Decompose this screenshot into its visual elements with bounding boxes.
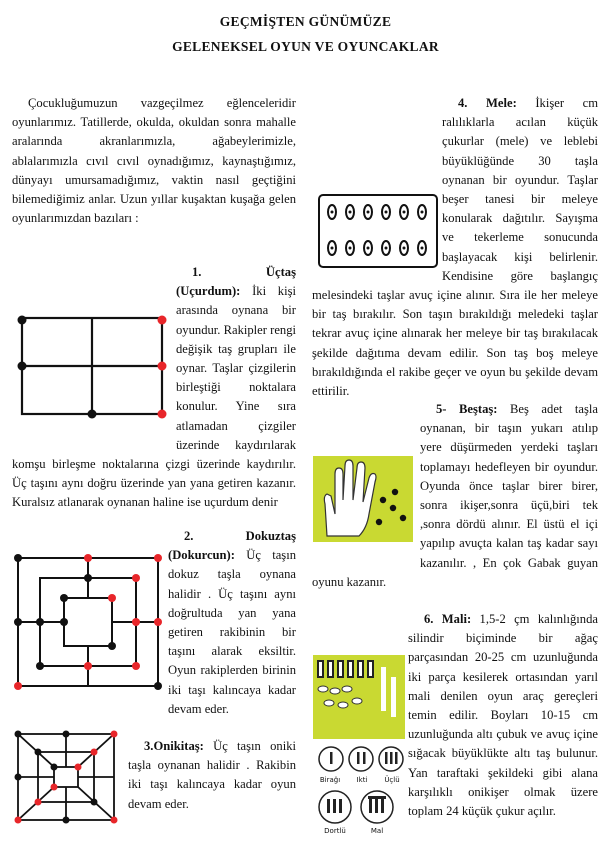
game6-paragraph: [312, 610, 598, 860]
game2-heading: 2. Dokuztaş (Dokurcun):: [168, 529, 296, 563]
page-subtitle: GELENEKSEL OYUN VE OYUNCAKLAR: [172, 39, 439, 54]
game3-paragraph: [128, 737, 296, 814]
game1-text: İki kişi arasında oynana bir oyundur. Rakipler rengi değişik taş grupları ile oynar. Taşlar çizgilerin birleştiği noktalara konulur. Yine sıra atlamadan çizgiler üzerinde kaydırılarak komşu birleşme noktalarına çizgi üzerinde kaydırılır. Üç taşını aynı doğru üzerinde yan yana getiren kazanır. Kuralsız atlanarak oynanan haline ise uçurdum denir: [12, 284, 296, 510]
intro-paragraph: Çocukluğumuzun vazgeçilmez eğlenceleridir oyunlarımız. Tatillerde, okulda, okuldan sonra mahalle aralarında akranlarımızla, ağabeylerimizle, ablalarımızla cıvıl cıvıl oynadığımız, kaynaştığımız, dünyayı umursamadığımız, vaktin nasıl geçtiğini bilemediğimiz anlar. Uzun yıllar kuşaktan kuşağa gelen oyunlarımızdan bazıları :: [12, 96, 296, 226]
game3-text: Üç taşın oniki taşla oynanan halidir . Rakibin iki taşı kalıncaya kadar oyun devam eder.: [128, 739, 296, 811]
mali-label-3: Üçlü: [384, 776, 400, 784]
mali-label-4: Dortlü: [324, 827, 346, 835]
onikitas-board-figure: [14, 730, 118, 829]
game6-heading: 6. Mali:: [424, 612, 472, 626]
game5-text: Beş adet taşla oynanan, bir taşın yukarı atılıp yere düşürmeden yerdeki taşları toplamayı hedefleyen bir oyundur. Oyunda önce taşlar birer birer, sonra ikişer,sonra üçü,biri tek ,sonra dördü alınır. El üstü el içi yapılıp avuçta kalan taş kadar sayı kazanılır. , En çok Gabak guyan oyunu kazanır.: [312, 402, 599, 589]
mali-label-2: Ikti: [356, 776, 368, 784]
game2-text-block: [12, 527, 296, 719]
mali-label-1: Birağı: [319, 776, 341, 784]
game2-text: Üç taşın dokuz taşla oynana halidir . Üç taşını aynı doğrultuda yan yana getiren rakibinin bir taşını alarak eksiltir. Oyun rakiplerden birinin iki taşı kalıncaya kadar devam eder.: [168, 548, 296, 716]
game1-paragraph: [12, 263, 296, 513]
game4-paragraph: [312, 94, 598, 401]
mali-label-5: Mal: [370, 827, 384, 835]
game5-heading: 5- Beştaş:: [436, 402, 498, 416]
game3-heading: 3.Onikitaş:: [144, 739, 204, 753]
game6-text: 1,5-2 çm kalınlığında silindir biçiminde bir ağaç parçasından 20-25 cm uzunluğunda iki parça kesilerek ortasından yarıl mali denilen oyun araç gereçleri temin edilir. Boyları 10-15 cm uzunluğunda altı çubuk ve avuç içine sığacak büyüklükte altı taş bulunur. Yan taraftaki şekildeki gibi alana karşılıklı onikişer olmak üzere toplam 24 küçük çukur açılır.: [408, 612, 598, 819]
game5-paragraph: [312, 400, 598, 592]
game1-heading: 1. Üçtaş (Uçurdum):: [176, 265, 296, 299]
game4-heading: 4. Mele:: [458, 96, 517, 110]
game4-text: İkişer cm ralılıklarla acılan küçük çukurlar (mele) ve leblebi büyüklüğünde 30 taşla oynanan bir oyundur. Taşlar beşer tanesi bir meleye konularak dağıtılır. Sayışma ve tekerleme sonucunda başlayacak kişi belirlenir. Kendisine göre başlangıç melesindeki taşlar avuç içine alınır. Sıra ile her meleye bir taş bırakılır. Son taşın bırakıldığı meledeki taşlar tekrar avuç içine alınarak her meleye bir taş bırakılacak şekilde dağıtıma devam edilir. Son taş boş meleye bırakıldığında el rakibe geçer ve oyun bu şekilde devam ettirilir.: [312, 96, 598, 399]
page-title: GEÇMİŞTEN GÜNÜMÜZE: [219, 14, 392, 29]
